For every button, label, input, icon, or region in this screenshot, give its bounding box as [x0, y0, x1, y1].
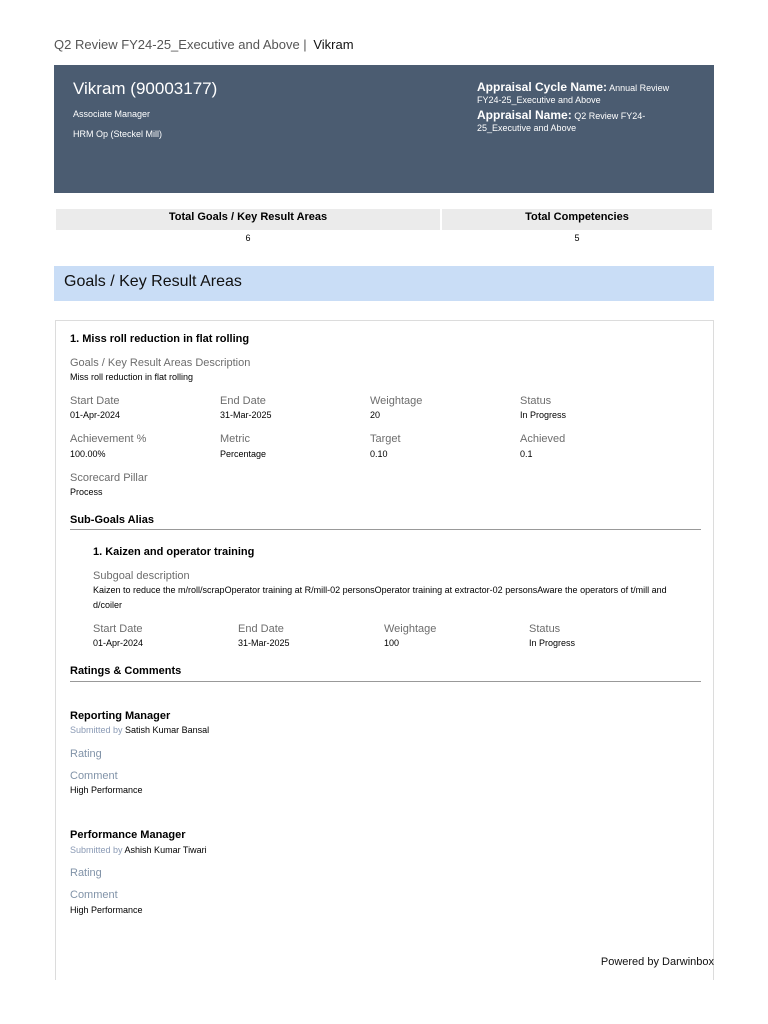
- appraisal-cycle-value: Annual Review FY24-25_Executive and Above: [477, 83, 670, 105]
- reporting-comment-value: High Performance: [70, 785, 143, 795]
- goal-end-date-label: End Date: [220, 395, 266, 407]
- subgoal-status-value: In Progress: [529, 638, 576, 648]
- goal-scorecard-pillar-value: Process: [70, 487, 103, 497]
- goals-section-header: [54, 266, 714, 301]
- goal-scorecard-pillar-label: Scorecard Pillar: [70, 472, 148, 484]
- total-goals-value: 6: [245, 233, 251, 243]
- goal-status-label: Status: [520, 395, 552, 407]
- performance-comment-value: High Performance: [70, 905, 143, 915]
- subgoal-status-label: Status: [529, 623, 561, 635]
- goal-target-value: 0.10: [370, 449, 388, 459]
- subgoal-description-label: Subgoal description: [93, 570, 190, 582]
- goal-weightage-value: 20: [370, 410, 381, 420]
- subgoal-end-date-label: End Date: [238, 623, 284, 635]
- goal-end-date-value: 31-Mar-2025: [220, 410, 272, 420]
- goal-status-value: In Progress: [520, 410, 567, 420]
- goal-metric-label: Metric: [220, 433, 250, 445]
- employee-name-id: Vikram (90003177): [73, 79, 218, 98]
- goal-target-label: Target: [370, 433, 401, 445]
- performance-manager-submitter: Ashish Kumar Tiwari: [124, 845, 207, 855]
- subgoals-divider: [70, 529, 701, 530]
- total-competencies-value: 5: [574, 233, 580, 243]
- goal-start-date-value: 01-Apr-2024: [70, 410, 121, 420]
- goal-achievement-pct-value: 100.00%: [70, 449, 106, 459]
- performance-rating-label: Rating: [70, 867, 102, 879]
- reporting-manager-submitter: Satish Kumar Bansal: [125, 725, 210, 735]
- total-competencies-header: Total Competencies: [442, 209, 712, 230]
- subgoal-weightage-label: Weightage: [384, 623, 437, 635]
- performance-comment-label: Comment: [70, 889, 118, 901]
- goal-achieved-label: Achieved: [520, 433, 566, 445]
- totals-table: [56, 209, 712, 246]
- subgoal-end-date-value: 31-Mar-2025: [238, 638, 290, 648]
- goal-achieved-value: 0.1: [520, 449, 533, 459]
- subgoal-description-value: Kaizen to reduce the m/roll/scrapOperator training at R/mill-02 personsOperator training at extractor-02 personsAware the operators of t/mill and d/coiler: [93, 585, 667, 610]
- review-title: Q2 Review FY24-25_Executive and Above |: [54, 37, 307, 52]
- performance-manager-title: Performance Manager: [70, 829, 186, 841]
- submitted-by-label: Submitted by: [70, 845, 123, 855]
- subgoal-start-date-label: Start Date: [93, 623, 143, 635]
- reporting-comment-label: Comment: [70, 770, 118, 782]
- goal-description-value: Miss roll reduction in flat rolling: [70, 372, 194, 382]
- goals-section-title: Goals / Key Result Areas: [64, 273, 242, 290]
- goal-description-label: Goals / Key Result Areas Description: [70, 357, 251, 369]
- goal-start-date-label: Start Date: [70, 395, 120, 407]
- ratings-divider: [70, 681, 701, 682]
- employee-short-name: Vikram: [313, 37, 354, 52]
- goal-achievement-pct-label: Achievement %: [70, 433, 147, 445]
- appraisal-name-label: Appraisal Name:: [477, 108, 572, 122]
- reporting-manager-title: Reporting Manager: [70, 710, 171, 722]
- subgoal-title: 1. Kaizen and operator training: [93, 546, 255, 558]
- goal-title: 1. Miss roll reduction in flat rolling: [70, 333, 250, 345]
- employee-department: HRM Op (Steckel Mill): [73, 129, 163, 139]
- subgoal-start-date-value: 01-Apr-2024: [93, 638, 144, 648]
- subgoal-weightage-value: 100: [384, 638, 400, 648]
- goal-metric-value: Percentage: [220, 449, 267, 459]
- reporting-rating-label: Rating: [70, 748, 102, 760]
- reporting-manager-submitted: [70, 725, 209, 735]
- appraisal-name: [477, 109, 682, 134]
- employee-designation: Associate Manager: [73, 109, 151, 119]
- goal-card: [55, 320, 714, 980]
- appraisal-cycle-label: Appraisal Cycle Name:: [477, 80, 608, 94]
- total-goals-header: Total Goals / Key Result Areas: [56, 209, 440, 230]
- powered-by-footer: Powered by Darwinbox: [600, 956, 714, 968]
- appraisal-name-value: Q2 Review FY24-25_Executive and Above: [477, 111, 646, 133]
- page-title: [54, 37, 354, 52]
- ratings-heading: Ratings & Comments: [70, 665, 182, 677]
- performance-manager-submitted: [70, 845, 207, 855]
- appraisal-cycle: [477, 81, 682, 106]
- goal-weightage-label: Weightage: [370, 395, 423, 407]
- subgoals-heading: Sub-Goals Alias: [70, 514, 154, 526]
- employee-banner: [54, 65, 714, 193]
- submitted-by-label: Submitted by: [70, 725, 123, 735]
